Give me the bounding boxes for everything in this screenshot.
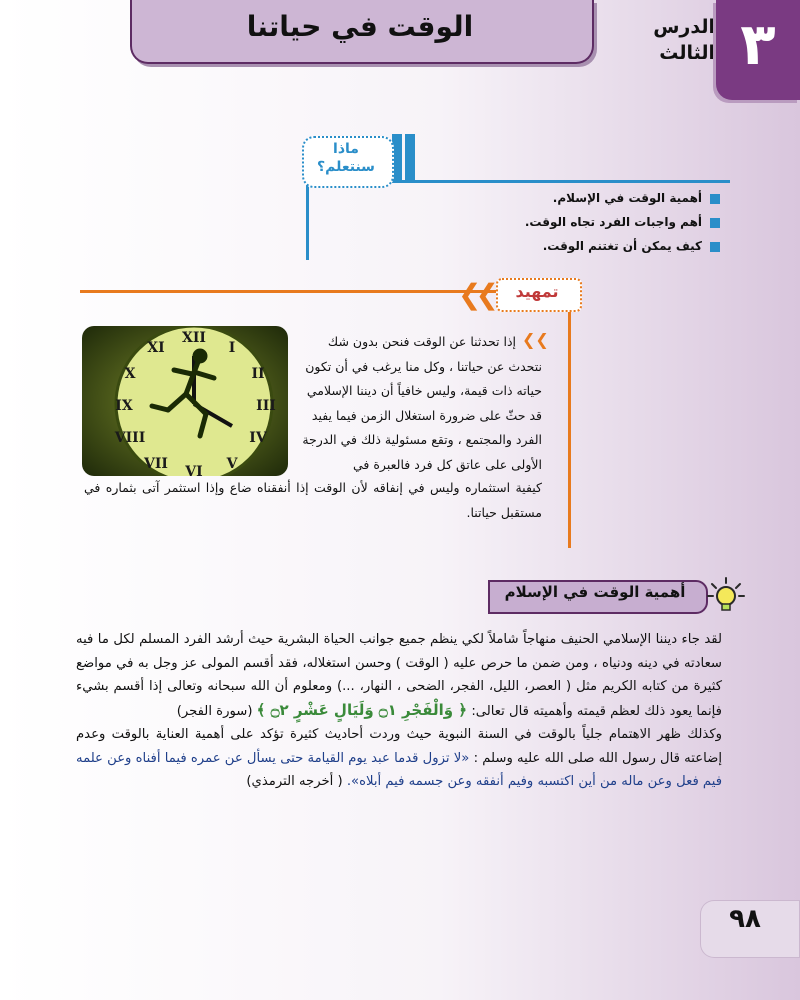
objective-item: كيف يمكن أن تغتنم الوقت. xyxy=(480,234,720,258)
svg-text:VII: VII xyxy=(144,456,168,472)
svg-text:X: X xyxy=(124,366,136,382)
objective-item: أهمية الوقت في الإسلام. xyxy=(480,186,720,210)
svg-text:II: II xyxy=(251,366,265,382)
quran-source: (سورة الفجر) xyxy=(176,703,253,719)
intro-tag: تمهيد xyxy=(515,282,559,301)
page-title: الوقت في حياتنا xyxy=(246,10,474,43)
intro-paragraph-top: إذا تحدثنا عن الوقت فنحن بدون شك نتحدث عن حياتنا ، وكل منا يرغب في أن تكون حياته ذات قيمة، وليس خافياً أن ديننا الإسلامي قد حثّ على ضرورة استغلال الزمن فيما يفيد الفرد والمجتمع ، وتقع مسئولية ذلك في الدرجة الأولى على عاتق كل فرد فالعبرة في xyxy=(302,334,542,472)
section-body xyxy=(76,628,722,794)
lesson-label-line1: الدرس xyxy=(653,16,715,38)
objectives-bubble-line2: سنتعلم؟ xyxy=(317,159,375,175)
svg-text:VIII: VIII xyxy=(114,430,146,446)
page-number: ٩٨ xyxy=(729,904,761,934)
svg-text:IX: IX xyxy=(115,398,133,414)
clock-runner-image xyxy=(82,326,288,476)
square-bullet-icon xyxy=(710,218,720,228)
svg-text:III: III xyxy=(256,398,276,414)
lightbulb-icon xyxy=(706,576,746,616)
lesson-number: ٣ xyxy=(740,10,776,78)
svg-text:I: I xyxy=(228,340,236,356)
svg-text:XII: XII xyxy=(182,330,206,346)
objectives-bubble-line1: ماذا xyxy=(333,141,359,157)
svg-text:IV: IV xyxy=(249,430,267,446)
objectives-bars-icon xyxy=(392,134,418,180)
paragraph-quran: لقد جاء ديننا الإسلامي الحنيف منهاجاً شاملاً لكي ينظم جميع جوانب الحياة البشرية حيث أرشد الفرد المسلم لكل ما فيه سعادته في دينه ودنياه ، ومن ضمن ما حرص عليه ( الوقت ) وحسن استغلاله، فقد أقسم المولى عز وجل به في مواضع كثيرة من كتابه الكريم مثل ( العصر، الليل، الفجر، الضحى ، النهار، ...) ومعلوم أن الله سبحانه وتعالى إذا أقسم بشيء فإنما يعود ذلك لعظم قيمته وأهميته قال تعالى: ﴿ وَالْفَجْرِ ۝١ وَلَيَالٍ عَشْرٍ ۝٢ ﴾ (سورة الفجر) xyxy=(76,632,722,719)
svg-text:XI: XI xyxy=(147,340,165,356)
paragraph-hadith: وكذلك ظهر الاهتمام جلياً بالوقت في السنة النبوية حيث وردت أحاديث كثيرة تؤكد على أهمية العناية بالوقت وعدم إضاعته قال رسول الله صلى الله عليه وسلم : «لا تزول قدما عبد يوم القيامة حتى يسأل عن عمره فيما أفناه وعن علمه فيم فعل وعن ماله من أين اكتسبه وفيم أنفقه وعن جسمه فيم أبلاه». ( أخرجه الترمذي) xyxy=(76,727,722,789)
svg-text:VI: VI xyxy=(185,464,203,476)
section-title: أهمية الوقت في الإسلام xyxy=(504,583,686,601)
intro-paragraph-bottom: كيفية استثماره وليس في إنفاقه لأن الوقت إذا أنفقناه ضاع وإذا استثمر آتى بثماره في مستقبل حياتنا. xyxy=(84,480,542,520)
square-bullet-icon xyxy=(710,242,720,252)
small-chevron-icon: ❮❮ xyxy=(522,330,549,349)
hadith-source: ( أخرجه الترمذي) xyxy=(246,774,343,789)
objectives-divider-vertical xyxy=(306,180,309,260)
objectives-list xyxy=(480,186,720,258)
intro-divider-vertical xyxy=(568,290,571,548)
svg-text:V: V xyxy=(226,456,238,472)
objectives-bubble-text xyxy=(302,140,390,176)
hadith-text: «لا تزول قدما عبد يوم القيامة حتى يسأل عن عمره فيما أفناه وعن علمه فيم فعل وعن ماله من أين اكتسبه وفيم أنفقه وعن جسمه فيم أبلاه». xyxy=(76,750,722,789)
quran-verse: ﴿ وَالْفَجْرِ ۝١ وَلَيَالٍ عَشْرٍ ۝٢ ﴾ xyxy=(256,700,468,719)
objective-item: أهم واجبات الفرد تجاه الوقت. xyxy=(480,210,720,234)
double-chevron-icon: ❮❮ xyxy=(458,278,493,311)
lesson-label xyxy=(625,14,715,66)
square-bullet-icon xyxy=(710,194,720,204)
lesson-label-line2: الثالث xyxy=(659,42,715,64)
